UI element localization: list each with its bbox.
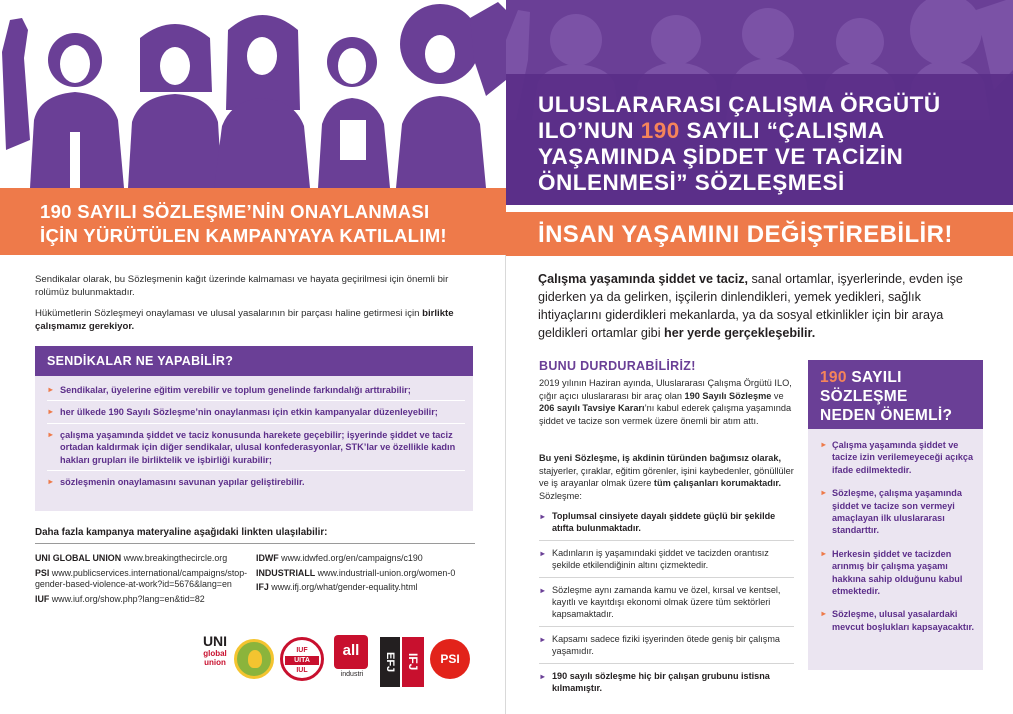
hero-illustration-left [0, 0, 506, 188]
uni-global-union-logo [200, 633, 230, 691]
paragraph-text: 2019 yılının Haziran ayında, Uluslararası Çalışma Örgütü ILO, çığır açıcı uluslararası bir araç olan [539, 378, 792, 401]
heading-line: NEDEN ÖNEMLİ? [820, 407, 953, 424]
campaign-banner-line1: 190 SAYILI SÖZLEŞME’NİN ONAYLANMASI [40, 201, 430, 222]
list-item: ► Sendikalar, üyelerine eğitim verebilir ve toplum genelinde farkındalığı arttırabilir; [47, 384, 465, 396]
divider [35, 543, 475, 544]
paragraph-bold: 190 Sayılı Sözleşme [684, 390, 772, 401]
list-item [539, 547, 794, 578]
paragraph-bold: tüm çalışanları korumaktadır. [653, 478, 782, 489]
links-column-right [256, 553, 481, 597]
list-item: ► sözleşmenin onaylamasını savunan yapılar geliştirebilir. [47, 476, 465, 488]
links-title: Daha fazla kampanya materyaline aşağıdaki linkten ulaşılabilir: [35, 527, 328, 538]
list-item: ► Sözleşme, çalışma yaşamında şiddet ve tacize son vermeyi amaçlayan ilk uluslararası standarttır. [820, 487, 978, 537]
idwf-figure-icon [248, 650, 262, 668]
iuf-logo [280, 637, 324, 681]
title-line: ÖNLENMESİ” SÖZLEŞMESİ [538, 170, 845, 195]
list-item-text: Kadınların iş yaşamındaki şiddet ve tacizden orantısız şekilde etkilendiğinin altını çizmektedir. [552, 547, 769, 571]
links-column-left [35, 553, 250, 608]
convention-points-list [539, 510, 794, 705]
uni-logo-text: union [204, 658, 226, 667]
iuf-logo-text: IUL [296, 667, 308, 674]
unions-can-do-heading: SENDİKALAR NE YAPABİLİR? [35, 346, 473, 376]
efj-logo: EFJ [380, 637, 400, 687]
link-psi[interactable] [35, 568, 250, 591]
link-org: INDUSTRIALL [256, 567, 316, 578]
link-org: PSI [35, 567, 50, 578]
intro-bold: Çalışma yaşamında şiddet ve taciz, [538, 272, 748, 286]
governments-paragraph-bold: birlikte çalışmamız gerekiyor. [35, 308, 454, 332]
campaign-banner-line2: İÇİN YÜRÜTÜLEN KAMPANYAYA KATILALIM! [40, 225, 447, 246]
link-iuf[interactable] [35, 594, 250, 606]
ifj-logo: IFJ [402, 637, 424, 687]
list-item-text: Kapsamı sadece fiziki işyerinden ötede geniş bir çalışma yaşamıdır. [552, 633, 780, 657]
list-item [539, 510, 794, 541]
stop-it-paragraph [539, 377, 794, 427]
link-industriall[interactable] [256, 568, 481, 580]
paragraph-text: ’nı kabul ederek çalışma yaşamında şiddet ve tacize son vermek üzere önemli bir atım attı. [539, 403, 792, 426]
union-logos [200, 633, 480, 691]
paragraph-text: stajyerler, çıraklar, eğitim görenler, işini kaybedenler, gönüllüler ve iş arayanlar olmak üzere [539, 465, 794, 489]
governments-paragraph [35, 307, 480, 333]
divider [47, 423, 465, 424]
heading-text: SAYILI [846, 369, 902, 386]
left-page [0, 0, 506, 714]
link-url[interactable]: www.ifj.org/what/gender-equality.html [268, 582, 418, 593]
list-item-bold: 190 sayılı sözleşme hiç bir çalışan grubunu istisna kılmamıştır. [552, 670, 770, 694]
list-item [539, 584, 794, 627]
industriall-logo [334, 635, 370, 689]
heading-line [820, 368, 983, 387]
campaign-banner [0, 188, 506, 255]
link-org: IDWF [256, 553, 279, 563]
idwf-logo [234, 639, 274, 679]
link-url[interactable]: www.publicservices.international/campaigns/stop-gender-based-violence-at-work?id=5676&lang=en [35, 567, 248, 590]
intro-bold: her yerde gerçekleşebilir. [664, 326, 816, 340]
title-line: YAŞAMINDA ŞİDDET VE TACİZİN [538, 144, 904, 169]
link-url[interactable]: www.iuf.org/show.php?lang=en&tid=82 [49, 593, 205, 604]
list-item: ► Herkesin şiddet ve tacizden arınmış bir çalışma yaşamı hakkına sahip olduğunu kabul etmektedir. [820, 548, 978, 598]
link-org: UNI GLOBAL UNION [35, 553, 122, 563]
list-item: ► her ülkede 190 Sayılı Sözleşme’nin onaylanması için etkin kampanyalar düzenleyebilir; [47, 406, 465, 418]
link-ifj[interactable] [256, 582, 481, 594]
paragraph-bold: 206 sayılı Tavsiye Kararı [539, 403, 645, 414]
link-url[interactable]: www.industriall-union.org/women-0 [315, 567, 456, 578]
list-item [539, 670, 794, 700]
psi-logo: PSI [430, 639, 470, 679]
title-highlight: 190 [640, 118, 680, 143]
link-org: IUF [35, 593, 50, 604]
link-uni[interactable] [35, 553, 250, 565]
paragraph-bold: Bu yeni Sözleşme, iş akdinin türünden bağımsız olarak, [539, 453, 781, 463]
list-item [539, 633, 794, 664]
link-url[interactable]: www.idwfed.org/en/campaigns/c190 [278, 553, 423, 563]
title-text: SAYILI “ÇALIŞMA [679, 118, 885, 143]
link-url[interactable]: www.breakingthecircle.org [121, 553, 228, 563]
uni-logo-text: global [203, 649, 227, 658]
divider [47, 400, 465, 401]
right-page [506, 0, 1013, 714]
heading-highlight: 190 [820, 369, 847, 386]
list-item-bold: Toplumsal cinsiyete dayalı şiddete güçlü bir şekilde atıfta bulunmaktadır. [552, 511, 776, 534]
link-idwf[interactable] [256, 553, 481, 565]
industriall-mark: all [334, 635, 368, 669]
iuf-logo-text: IUF [296, 647, 308, 654]
heading-line: SÖZLEŞME [820, 388, 908, 405]
intro-paragraph [538, 270, 988, 342]
industriall-wordmark: industri [340, 671, 364, 678]
title-line: ULUSLARARASI ÇALIŞMA ÖRGÜTÜ [538, 92, 941, 117]
link-org: IFJ [256, 582, 269, 593]
uni-logo-text: UNI [202, 633, 228, 649]
divider [47, 470, 465, 471]
list-item: ► Çalışma yaşamında şiddet ve tacize izin verilemeyeceği açıkça ifade edilmektedir. [820, 439, 978, 476]
list-item: ► çalışma yaşamında şiddet ve taciz konusunda harekete geçebilir; işyerinde şiddet ve taciz ortadan kaldırmak için diğer sendikalar, ulusal konfederasyonlar, STK’lar ve özellikle kadın hakları grupları ile birliktelik ve işbirliği kurabilir; [47, 429, 465, 466]
stop-it-heading: BUNU DURDURABİLİRİZ! [539, 359, 696, 373]
title-text: ILO’NUN [538, 118, 641, 143]
unions-can-do-box [35, 346, 473, 511]
women-activists-illustration [0, 0, 506, 188]
why-important-heading [808, 360, 983, 429]
unions-role-paragraph: Sendikalar olarak, bu Sözleşmenin kağıt üzerinde kalmaması ve hayata geçirilmesi için önemli bir rolümüz bulunmaktadır. [35, 274, 449, 298]
paragraph-text: ve [771, 390, 784, 401]
unions-can-do-list [47, 384, 465, 492]
list-item: ► Sözleşme, ulusal yasalardaki mevcut boşlukları kapsayacaktır. [820, 608, 978, 633]
change-lives-banner: İNSAN YAŞAMINI DEĞİŞTİREBİLİR! [506, 212, 1013, 256]
convention-title [538, 92, 998, 196]
why-important-box [808, 360, 983, 670]
iuf-logo-text: UITA [285, 656, 319, 665]
governments-paragraph-text: Hükümetlerin Sözleşmeyi onaylaması ve ulusal yasalarının bir parçası haline getirmesi için [35, 308, 423, 319]
why-important-list [820, 439, 978, 644]
new-convention-paragraph [539, 452, 794, 502]
title-line [538, 118, 998, 144]
paragraph-text: Sözleşme: [539, 490, 582, 501]
intro-text: sanal ortamlar, işyerlerinde, evden işe giderken ya da gelirken, işçilerin dinlendikleri, yemek yedikleri, sağlık ihtiyaçlarını giderdikleri mekanlarda, ya da sosyal etkinlikler için bir araya geldikleri ortamlar gibi [538, 272, 963, 340]
list-item-text: Sözleşme aynı zamanda kamu ve özel, kırsal ve kentsel, kayıtlı ve kayıtdışı ekonomi olmak üzere tüm sektörleri kapsamaktadır. [552, 584, 781, 620]
